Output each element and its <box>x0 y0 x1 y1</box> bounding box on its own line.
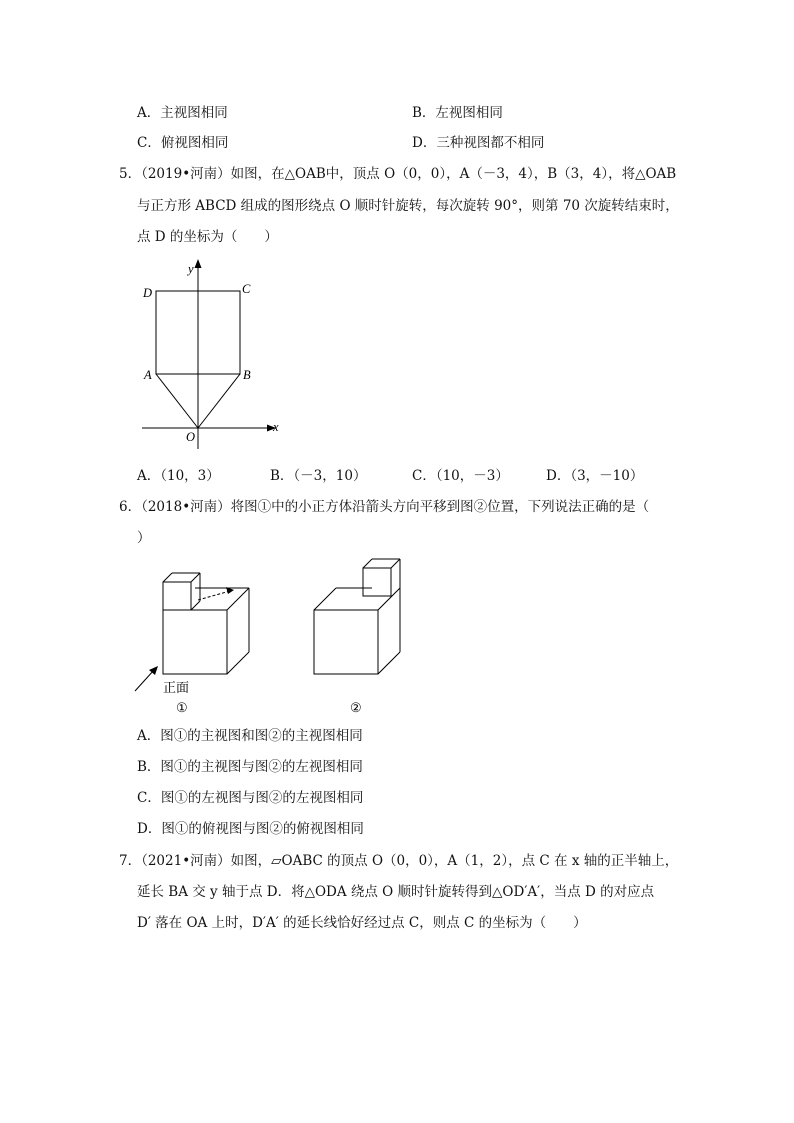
segment-oa <box>156 374 198 428</box>
q4-option-d: D．三种视图都不相同 <box>412 135 545 151</box>
label-fig2: ② <box>350 700 362 715</box>
fig1-small-cube-front <box>163 582 191 610</box>
label-front: 正面 <box>163 680 190 695</box>
q6-option-a: A．图①的主视图和图②的主视图相同 <box>137 728 363 744</box>
label-o: O <box>186 430 196 444</box>
fig1-move-arrow <box>198 591 230 600</box>
label-y: y <box>188 262 194 276</box>
q7-stem-line1: 7．（2021•河南）如图，▱OABC 的顶点 O（0，0），A（1，2），点 C 在 x 轴的正半轴上， <box>119 853 679 869</box>
q7-stem-line2: 延长 BA 交 y 轴于点 D．将△ODA 绕点 O 顺时针旋转得到△OD′A′，当点 D 的对应点 <box>137 884 655 900</box>
q5-option-a: A．（10，3） <box>137 468 220 484</box>
q5-option-b: B．（－3，10） <box>270 468 367 484</box>
label-b: B <box>243 368 251 382</box>
segment-ob <box>198 374 240 428</box>
q4-option-b: B．左视图相同 <box>412 105 503 121</box>
fig1-big-cube-front <box>163 610 227 674</box>
label-fig1: ① <box>176 700 188 715</box>
q7-stem-line3: D′ 落在 OA 上时，D′A′ 的延长线恰好经过点 C，则点 C 的坐标为（ ） <box>137 915 587 931</box>
q6-stem-line2: ） <box>137 530 151 546</box>
q4-option-a: A．主视图相同 <box>137 105 228 121</box>
q4-option-c: C．俯视图相同 <box>137 135 229 151</box>
q5-option-d: D．（3，－10） <box>546 468 644 484</box>
q6-figure <box>130 555 420 720</box>
fig2-big-cube-front <box>314 610 378 674</box>
q6-stem-line1: 6．（2018•河南）将图①中的小正方体沿箭头方向平移到图②位置，下列说法正确的是（ <box>119 499 650 515</box>
q5-stem-line1: 5．（2019•河南）如图，在△OAB中，顶点 O（0，0），A（－3，4），B（3，4），将△OAB <box>119 166 677 182</box>
q5-stem-line2: 与正方形 ABCD 组成的图形绕点 O 顺时针旋转，每次旋转 90°，则第 70 次旋转结束时， <box>137 198 679 214</box>
q5-stem-line3: 点 D 的坐标为（ ） <box>137 229 278 245</box>
label-d: D <box>143 286 153 300</box>
fig2-small-cube-front <box>363 568 391 596</box>
q5-figure <box>130 255 290 455</box>
label-c: C <box>242 282 251 296</box>
label-a: A <box>144 368 152 382</box>
q6-option-d: D．图①的俯视图与图②的俯视图相同 <box>137 821 364 837</box>
label-x: x <box>273 420 279 434</box>
fig1-front-arrow <box>135 670 154 691</box>
y-axis-arrow <box>195 259 202 268</box>
q6-option-c: C．图①的左视图与图②的左视图相同 <box>137 790 364 806</box>
q6-option-b: B．图①的主视图与图②的左视图相同 <box>137 759 363 775</box>
q5-option-c: C．（10，－3） <box>412 468 509 484</box>
